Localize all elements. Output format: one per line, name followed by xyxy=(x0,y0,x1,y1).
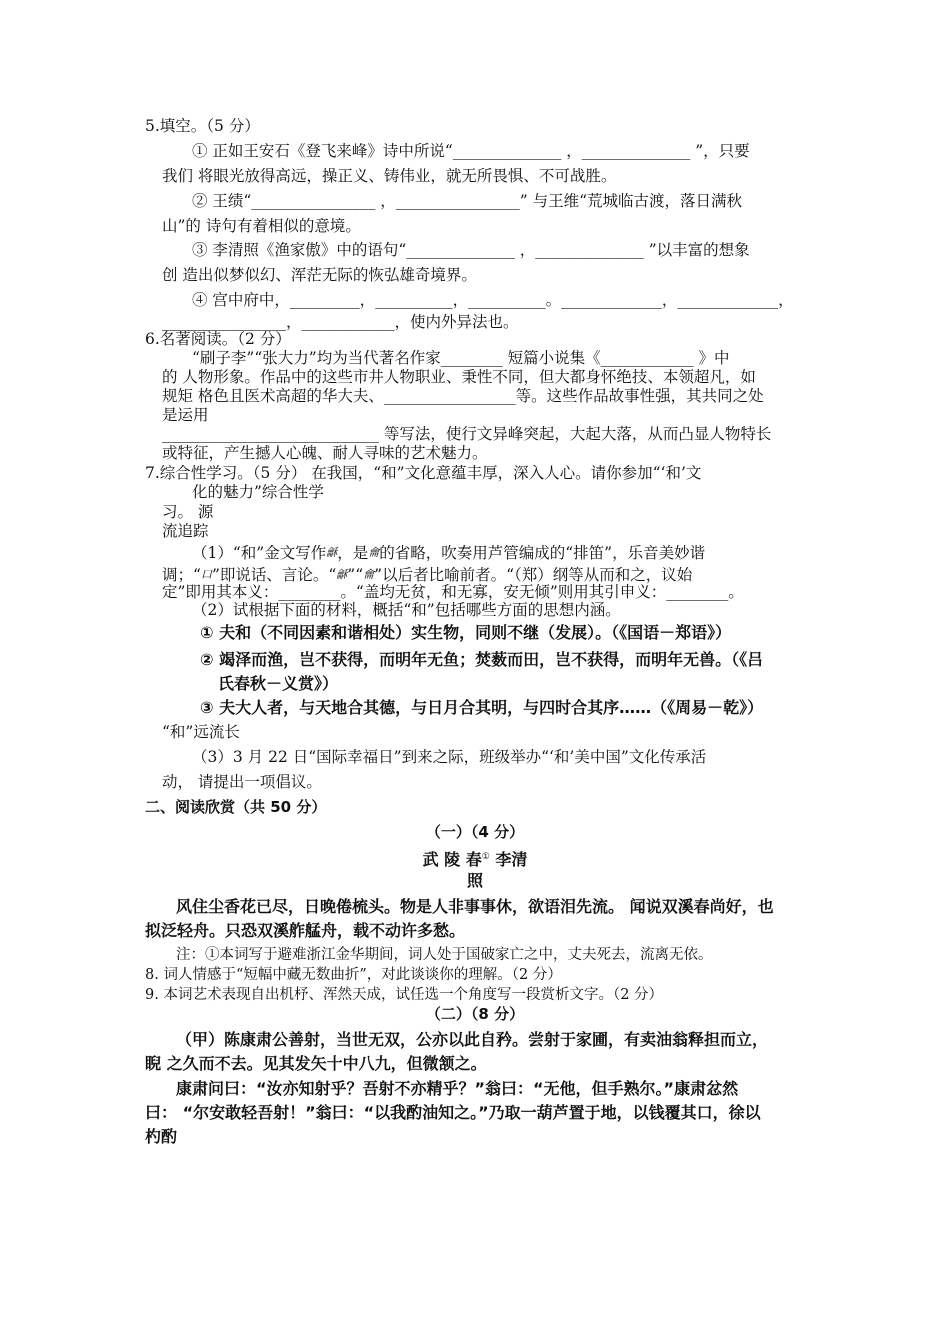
q5-line: 山”的 诗句有着相似的意境。 xyxy=(162,217,361,235)
passage-line: （甲）陈康肃公善射，当世无双，公亦以此自矜。尝射于家圃，有卖油翁释担而立， xyxy=(176,1030,769,1049)
poem-author: 照 xyxy=(466,871,483,890)
q5-line: 我们 将眼光放得高远，操正义、铸伟业，就无所畏惧、不可战胜。 xyxy=(162,167,617,185)
q7-sub1-line1: （1）“和”金文写作龢，是龠的省略，吹奏用芦管编成的“排笛”，乐音美妙谐 xyxy=(192,544,706,562)
q8: 8. 词人情感于“短幅中藏无数曲折”，对此谈谈你的理解。（2 分） xyxy=(145,967,562,983)
kou-glyph-icon: 口 xyxy=(200,568,212,581)
he-glyph-icon: 龢 xyxy=(336,568,348,581)
q7-material-2b: 氏春秋－义赏》） xyxy=(218,674,339,693)
q6-line: 的 人物形象。作品中的这些市井人物职业、秉性不同，但大都身怀绝技、本领超凡，如 xyxy=(162,368,756,386)
q5-line: ③ 李清照《渔家傲》中的语句“______________ ，______________ ”以丰富的想象 xyxy=(192,241,750,259)
poem-line: 风住尘香花已尽，日晚倦梳头。物是人非事事休，欲语泪先流。 闻说双溪春尚好，也 xyxy=(176,897,774,916)
yue-glyph-icon-2: 龠 xyxy=(363,568,375,581)
section1-title: （一）（4 分） xyxy=(425,823,525,841)
q5-line: ② 王绩“________________ ，________________” 与王维“荒城临古渡，落日满秋 xyxy=(192,192,743,210)
passage-line: 曰： “尔安敢轻吾射！”翁曰：“以我酌油知之。”乃取一葫芦置于地，以钱覆其口，徐以 xyxy=(145,1103,761,1122)
q5-line: 创 造出似梦似幻、浑茫无际的恢弘雄奇境界。 xyxy=(162,266,477,284)
q6-line: ____________________________ 等写法，使行文异峰突起，大起大落，从而凸显人物特长 xyxy=(162,425,772,443)
q7-line: 习。 源 xyxy=(162,503,214,521)
q7-material-2a: ② 竭泽而渔，岂不获得，而明年无鱼；焚薮而田，岂不获得，而明年无兽。（《吕 xyxy=(200,650,764,669)
q7-material-1: ① 夫和（不同因素和谐相处）实生物，同则不继（发展）。（《国语－郑语》） xyxy=(200,623,732,642)
q6-title: 6.名著阅读。（2 分） xyxy=(145,330,291,348)
q7-sub1-line3: 定”即用其本义：________。“盖均无贫，和无寡，安无倾”则用其引申义：________。 xyxy=(162,583,744,601)
q7-sub2: （2）试根据下面的材料，概括“和”包括哪些方面的思想内涵。 xyxy=(192,601,621,619)
jinwen-glyph-icon: 龢 xyxy=(326,546,338,559)
q7-title: 7.综合性学习。（5 分） 在我国，“和”文化意蕴丰厚，深入人心。请你参加“‘和’文 xyxy=(145,464,702,482)
q5-line: ④ 宫中府中，_________，__________，__________。_____________，_____________， xyxy=(192,291,794,309)
yue-glyph-icon: 龠 xyxy=(368,546,380,559)
q7-sub3b: 动， 请提出一项倡议。 xyxy=(162,773,322,791)
poem-line: 拟泛轻舟。只恐双溪舴艋舟，载不动许多愁。 xyxy=(145,921,466,940)
q6-line: 是运用 xyxy=(162,406,209,424)
passage-line: 睨 之久而不去。见其发矢十中八九，但微颔之。 xyxy=(145,1054,487,1073)
passage-line: 杓酌 xyxy=(145,1127,178,1146)
q7-material-3: ③ 夫大人者，与天地合其德，与日月合其明，与四时合其序……（《周易－乾》） xyxy=(200,698,764,717)
q7-line: 流追踪 xyxy=(162,522,209,540)
q7-line: “和”远流长 xyxy=(162,723,240,741)
q6-line: 规矩 格色且医术高超的华大夫、_________________等。这些作品故事性强，其共同之处 xyxy=(162,387,764,405)
q7-sub1-line2: 调；“口”即说话、言论。“龢”“龠”以后者比喻前者。“（郑）纲等从而和之，议始 xyxy=(162,566,693,584)
q7-line: 化的魅力”综合性学 xyxy=(192,483,324,501)
q5-line: ① 正如王安石《登飞来峰》诗中所说“______________ ，______________ ”，只要 xyxy=(192,142,750,160)
part2-title: 二、阅读欣赏（共 50 分） xyxy=(145,798,327,816)
poem-title: 武 陵 春① 李清 xyxy=(422,850,528,870)
q7-sub3a: （3）3 月 22 日“国际幸福日”到来之际，班级举办“‘和’美中国”文化传承活 xyxy=(192,748,707,766)
section2-title: （二）（8 分） xyxy=(425,1005,525,1023)
q5-title: 5.填空。（5 分） xyxy=(145,117,260,135)
passage-line: 康肃问曰：“汝亦知射乎？吾射不亦精乎？”翁曰：“无他，但手熟尔。”康肃忿然 xyxy=(176,1079,739,1098)
q5-line: ________________，____________，使内外异法也。 xyxy=(162,313,519,331)
q9: 9. 本词艺术表现自出机杼、浑然天成，试任选一个角度写一段赏析文字。（2 分） xyxy=(145,987,664,1003)
poem-note: 注：①本词写于避难浙江金华期间，词人处于国破家亡之中，丈夫死去，流离无依。 xyxy=(176,947,713,963)
q6-line: 或特征，产生撼人心魄、耐人寻味的艺术魅力。 xyxy=(162,444,488,462)
q6-line: “刷子李”“张大力”均为当代著名作家________ 短篇小说集《____________ 》中 xyxy=(192,349,730,367)
